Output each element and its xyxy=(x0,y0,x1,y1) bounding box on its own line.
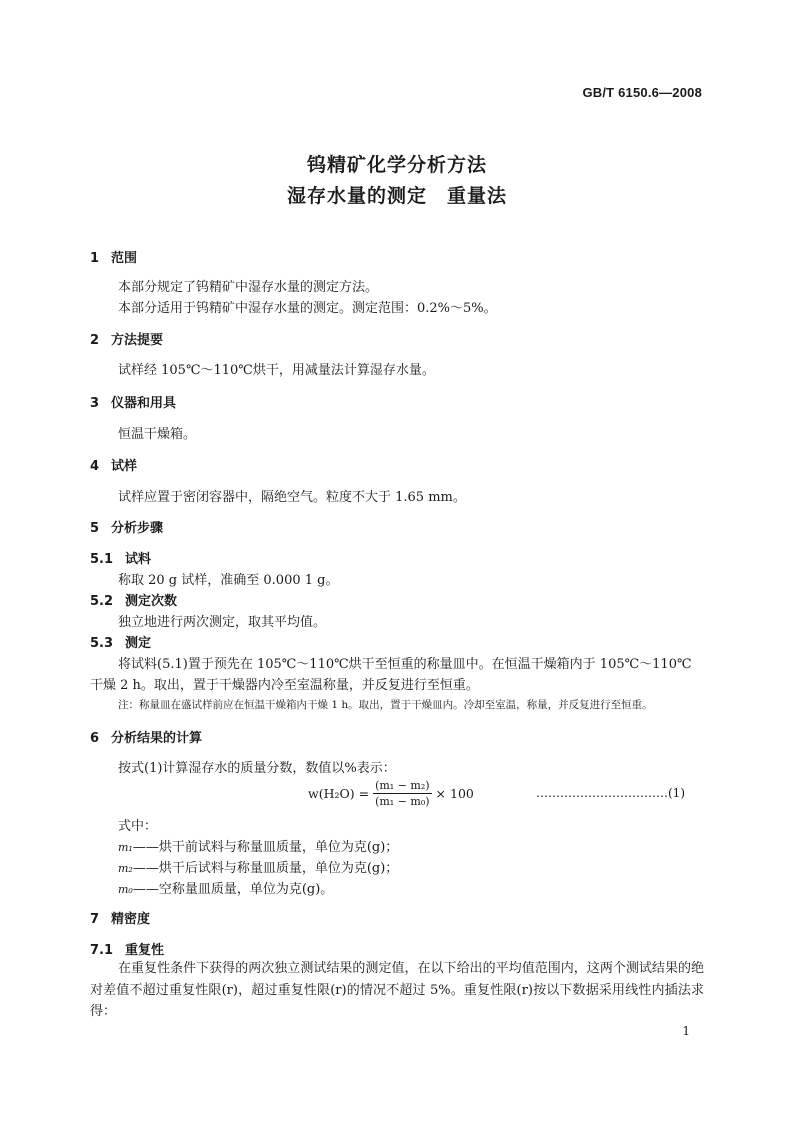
section-5-3-note: 注：称量皿在盛试样前应在恒温干燥箱内干燥 1 h。取出，置于干燥皿内。冷却至室温，称量，并反复进行至恒重。 xyxy=(118,699,653,711)
section-1-heading xyxy=(90,247,137,266)
section-5-heading xyxy=(90,517,163,536)
section-title: 方法提要 xyxy=(111,333,164,348)
formula-numerator: (m₁ − m₂) xyxy=(375,778,430,792)
where-label: 式中： xyxy=(118,819,158,834)
subsection-title: 试料 xyxy=(125,552,152,567)
section-6-heading xyxy=(90,727,202,746)
formula-number: ……………………………(1) xyxy=(536,786,685,800)
subsection-title: 重复性 xyxy=(125,943,165,958)
subsection-number: 5.3 xyxy=(90,636,114,651)
section-5-2-paragraph: 独立地进行两次测定，取其平均值。 xyxy=(118,615,327,630)
section-7-1-paragraph: 在重复性条件下获得的两次独立测试结果的测定值，在以下给出的平均值范围内，这两个测试结果的绝对差值不超过重复性限(r)，超过重复性限(r)的情况不超过 5%。重复性限(r)按以下数据采用线性内插法求得： xyxy=(90,961,704,1019)
section-1-paragraph-2: 本部分适用于钨精矿中湿存水量的测定。测定范围：0.2%～5%。 xyxy=(118,301,497,316)
variable-description: ——空称量皿质量，单位为克(g)。 xyxy=(132,882,334,897)
section-number: 7 xyxy=(90,912,100,927)
section-5-3-paragraph-1: 将试料(5.1)置于预先在 105℃～110℃烘干至恒重的称量皿中。在恒温干燥箱内于 105℃～110℃ xyxy=(118,657,692,672)
section-number: 4 xyxy=(90,459,100,474)
section-number: 1 xyxy=(90,251,100,266)
section-number: 3 xyxy=(90,396,100,411)
section-title: 试样 xyxy=(111,459,138,474)
subsection-title: 测定次数 xyxy=(125,594,178,609)
section-7-1-heading xyxy=(90,939,164,958)
section-5-1-paragraph: 称取 20 g 试样，准确至 0.000 1 g。 xyxy=(118,573,339,588)
variable-description: ——烘干前试料与称量皿质量，单位为克(g)； xyxy=(132,840,399,855)
variable-symbol: m₀ xyxy=(118,883,133,896)
document-title-line2: 湿存水量的测定 重量法 xyxy=(286,185,507,207)
section-number: 5 xyxy=(90,521,100,536)
formula-fraction xyxy=(373,779,431,808)
document-title-line1: 钨精矿化学分析方法 xyxy=(306,154,487,176)
section-title: 分析结果的计算 xyxy=(111,731,203,746)
formula-lhs: w(H₂O) = xyxy=(308,785,370,801)
variable-symbol: m₁ xyxy=(118,841,133,854)
section-3-heading xyxy=(90,392,176,411)
variable-m2 xyxy=(118,857,398,876)
section-title: 仪器和用具 xyxy=(111,396,177,411)
section-7-heading xyxy=(90,908,150,927)
section-title: 分析步骤 xyxy=(111,521,164,536)
variable-symbol: m₂ xyxy=(118,862,133,875)
section-5-3-heading xyxy=(90,632,151,651)
section-title: 精密度 xyxy=(111,912,151,927)
section-title: 范围 xyxy=(111,251,138,266)
section-2-paragraph-1: 试样经 105℃～110℃烘干，用减量法计算湿存水量。 xyxy=(118,363,435,378)
formula-1 xyxy=(308,778,474,808)
subsection-number: 5.2 xyxy=(90,594,114,609)
variable-m0 xyxy=(118,878,333,897)
variable-description: ——烘干后试料与称量皿质量，单位为克(g)； xyxy=(132,861,399,876)
section-5-1-heading xyxy=(90,548,151,567)
variable-m1 xyxy=(118,836,398,855)
standard-code: GB/T 6150.6—2008 xyxy=(582,85,702,100)
formula-tail: × 100 xyxy=(435,785,474,801)
section-4-paragraph-1: 试样应置于密闭容器中，隔绝空气。粒度不大于 1.65 mm。 xyxy=(118,490,466,505)
subsection-number: 7.1 xyxy=(90,943,114,958)
section-4-heading xyxy=(90,455,137,474)
section-6-paragraph-1: 按式(1)计算湿存水的质量分数，数值以%表示： xyxy=(118,761,396,776)
subsection-number: 5.1 xyxy=(90,552,114,567)
section-3-paragraph-1: 恒温干燥箱。 xyxy=(118,427,197,442)
subsection-title: 测定 xyxy=(125,636,152,651)
section-number: 2 xyxy=(90,333,100,348)
page-number: 1 xyxy=(682,1024,690,1038)
formula-denominator: (m₁ − m₀) xyxy=(375,794,430,808)
section-5-2-heading xyxy=(90,590,177,609)
section-1-paragraph-1: 本部分规定了钨精矿中湿存水量的测定方法。 xyxy=(118,280,379,295)
section-2-heading xyxy=(90,329,163,348)
section-number: 6 xyxy=(90,731,100,746)
section-5-3-paragraph-2: 干燥 2 h。取出，置于干燥器内冷至室温称量，并反复进行至恒重。 xyxy=(90,678,479,693)
